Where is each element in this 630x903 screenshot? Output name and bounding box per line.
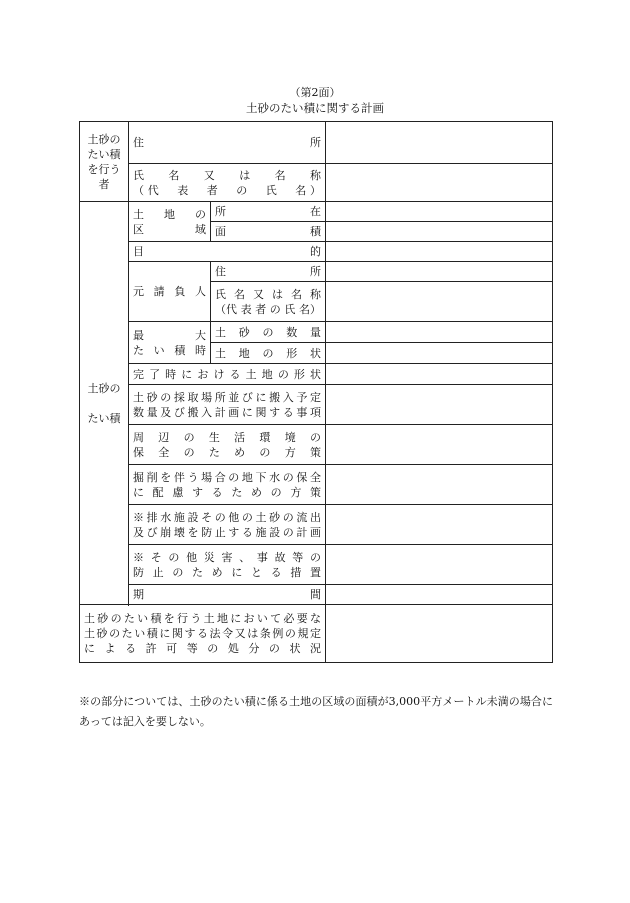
depositor-label-line: たい積 xyxy=(87,147,121,161)
completion-shape-field[interactable] xyxy=(326,364,553,385)
contractor-name-line: （代 表 者 の 氏 名） xyxy=(215,302,321,316)
drainage-line: 及び崩壊を防止する施設の計画 xyxy=(133,525,321,539)
land-shape-field[interactable] xyxy=(326,343,553,364)
deposit-label-line xyxy=(84,396,124,411)
form-title: 土砂のたい積に関する計画 xyxy=(246,101,384,115)
drainage-line: ※排水施設その他の土砂の流出 xyxy=(133,510,321,524)
period-field[interactable] xyxy=(326,585,553,605)
depositor-name-line: 氏 名 又 は 名 称 xyxy=(133,168,321,182)
soil-quantity-field[interactable] xyxy=(326,322,553,343)
soil-deposit-plan-table xyxy=(79,121,553,663)
page-number: （第2面） xyxy=(289,86,341,99)
contractor-address-label: 住 所 xyxy=(211,262,326,282)
contractor-name-label xyxy=(211,282,326,322)
location-label: 所 在 xyxy=(211,202,326,222)
contractor-label: 元 請 負 人 xyxy=(129,262,211,322)
environment-field[interactable] xyxy=(326,425,553,465)
groundwater-label xyxy=(129,465,326,505)
permit-status-label xyxy=(80,605,326,663)
collection-place-field[interactable] xyxy=(326,385,553,425)
depositor-section-label xyxy=(80,122,129,202)
disaster-prevention-field[interactable] xyxy=(326,545,553,585)
environment-line: 周 辺 の 生 活 環 境 の xyxy=(133,430,321,444)
environment-label xyxy=(129,425,326,465)
deposit-label-line: 土砂の xyxy=(87,381,121,395)
soil-quantity-label: 土 砂 の 数 量 xyxy=(211,322,326,343)
completion-shape-label: 完了時における土地の形状 xyxy=(129,364,326,385)
depositor-name-field[interactable] xyxy=(326,164,553,202)
purpose-field[interactable] xyxy=(326,242,553,262)
footnote: ※の部分については、土砂のたい積に係る土地の区域の面積が3,000平方メートル未満の場合にあっては記入を要しない。 xyxy=(79,695,553,728)
depositor-address-field[interactable] xyxy=(326,122,553,164)
land-area-line: 区 域 xyxy=(133,222,206,236)
disaster-prevention-line: 防止のためにとる措置 xyxy=(133,565,321,579)
contractor-address-field[interactable] xyxy=(326,262,553,282)
depositor-name-line: （代 表 者 の 氏 名） xyxy=(133,183,321,197)
collection-place-line: 数量及び搬入計画に関する事項 xyxy=(133,405,321,419)
disaster-prevention-line: ※その他災害、事故等の xyxy=(133,550,321,564)
collection-place-line: 土砂の採取場所並びに搬入予定 xyxy=(133,390,321,404)
depositor-name-label xyxy=(129,164,326,202)
depositor-address-label: 住 所 xyxy=(129,122,326,164)
permit-status-line: 土砂のたい積に関する法令又は条例の規定 xyxy=(84,627,321,640)
deposit-section-label xyxy=(80,202,129,605)
period-label: 期 間 xyxy=(129,585,326,605)
location-field[interactable] xyxy=(326,202,553,222)
land-area-label xyxy=(129,202,211,242)
permit-status-line: に よ る 許 可 等 の 処 分 の 状 況 xyxy=(84,642,321,655)
disaster-prevention-label xyxy=(129,545,326,585)
drainage-field[interactable] xyxy=(326,505,553,545)
max-deposit-line: たい積時 xyxy=(133,343,206,357)
max-deposit-line: 最 大 xyxy=(133,328,206,342)
depositor-label-line: 土砂の xyxy=(87,132,121,146)
contractor-name-field[interactable] xyxy=(326,282,553,322)
depositor-label-line: 者 xyxy=(98,177,110,191)
depositor-label-line: を行う xyxy=(87,162,121,176)
groundwater-field[interactable] xyxy=(326,465,553,505)
groundwater-line: 掘削を伴う場合の地下水の保全 xyxy=(133,470,321,484)
permit-status-field[interactable] xyxy=(326,605,553,663)
permit-status-line: 土砂のたい積を行う土地において必要な xyxy=(84,612,321,625)
purpose-label: 目 的 xyxy=(129,242,326,262)
environment-line: 保 全 の た め の 方 策 xyxy=(133,445,321,459)
drainage-label xyxy=(129,505,326,545)
area-field[interactable] xyxy=(326,222,553,242)
deposit-label-line: たい積 xyxy=(87,411,121,425)
land-shape-label: 土 地 の 形 状 xyxy=(211,343,326,364)
land-area-line: 土 地 の xyxy=(133,207,206,221)
collection-place-label xyxy=(129,385,326,425)
area-label: 面 積 xyxy=(211,222,326,242)
groundwater-line: に 配 慮 す る た め の 方 策 xyxy=(133,485,321,499)
contractor-name-line: 氏 名 又 は 名 称 xyxy=(215,287,321,301)
max-deposit-label xyxy=(129,322,211,364)
